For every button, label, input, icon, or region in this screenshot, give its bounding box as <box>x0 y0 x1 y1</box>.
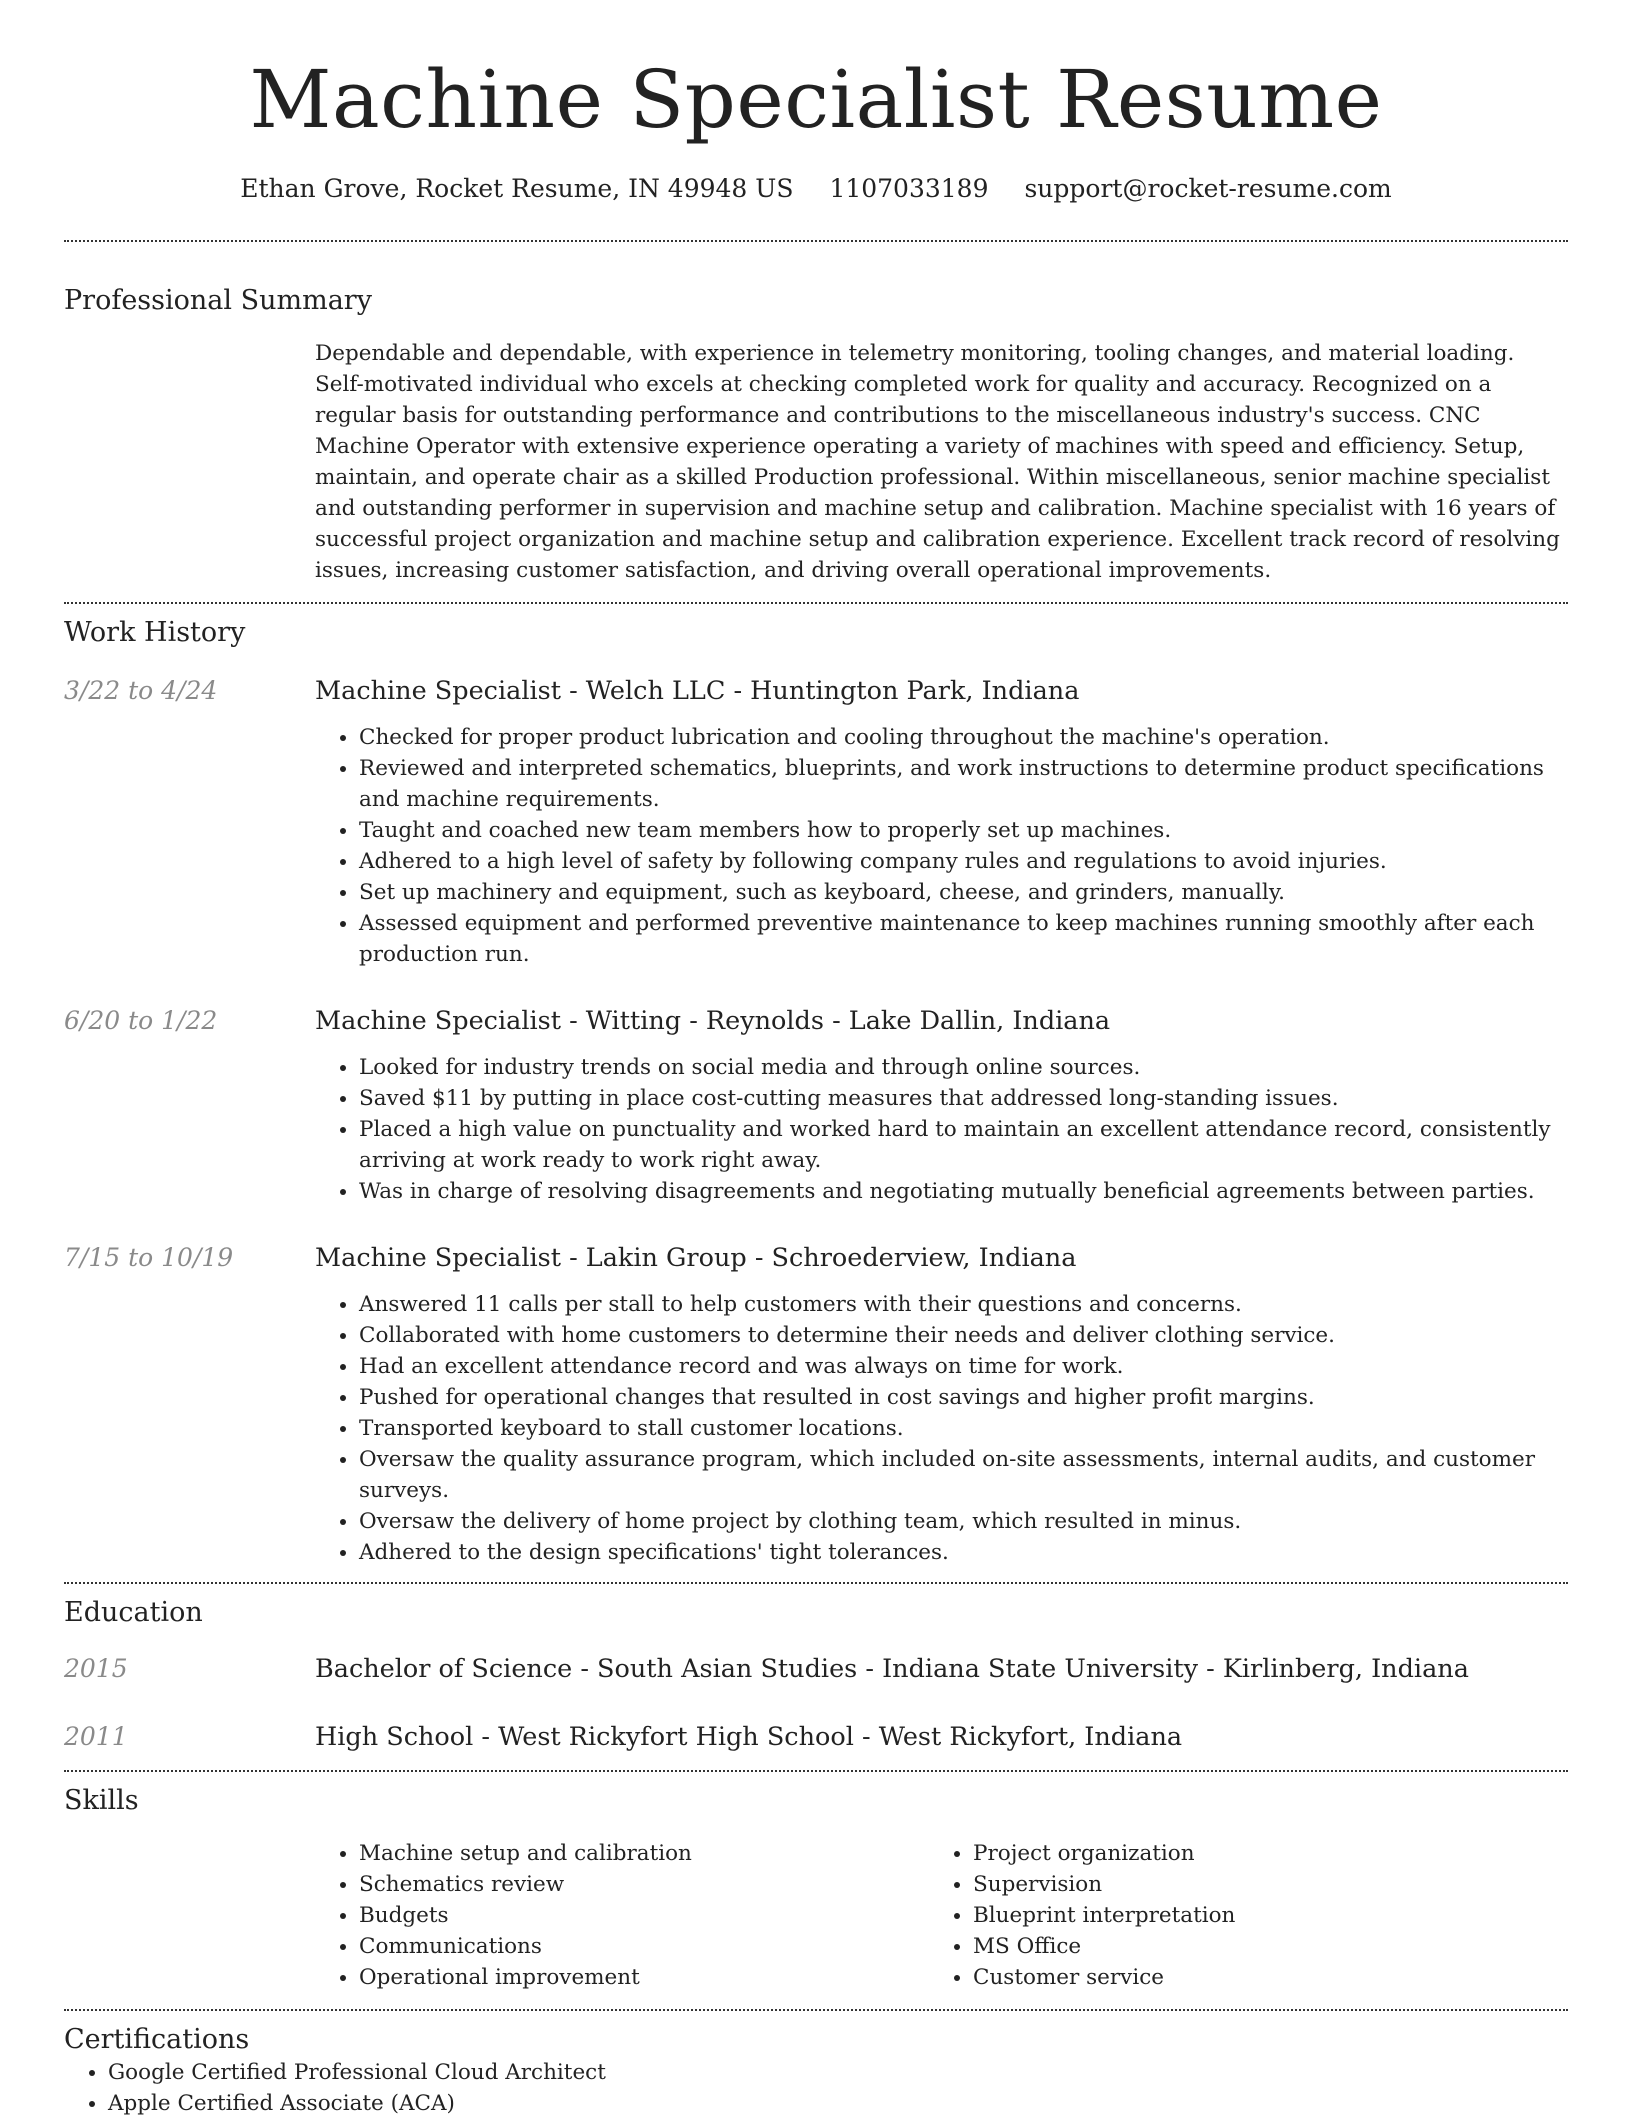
skills-columns <box>315 1838 1568 1993</box>
job-dates: 3/22 to 4/24 <box>64 676 218 705</box>
education-entry <box>64 1652 1568 1686</box>
job-dates: 7/15 to 10/19 <box>64 1243 234 1272</box>
job-bullets <box>315 1289 1568 1568</box>
summary-text: Dependable and dependable, with experience in telemetry monitoring, tooling changes, and material loading. Self-motivated individual who excels at checking completed work for quality and accuracy. Recognized on a regular basis for outstanding performance and contributions to the miscellaneous industry's success. CNC Machine Operator with extensive experience operating a variety of machines with speed and efficiency. Setup, maintain, and operate chair as a skilled Production professional. Within miscellaneous, senior machine specialist and outstanding performer in supervision and machine setup and calibration. Machine specialist with 16 years of successful project organization and machine setup and calibration experience. Excellent track record of resolving issues, increasing customer satisfaction, and driving overall operational improvements. <box>315 341 1560 583</box>
list-item: • Adhered to the design specifications' tight tolerances. <box>359 1537 1568 1568</box>
contact-line <box>64 172 1568 206</box>
list-item: • Communications <box>359 1931 929 1962</box>
list-item: • Blueprint interpretation <box>973 1900 1543 1931</box>
list-item: • Oversaw the quality assurance program, which included on-site assessments, internal audits, and customer surveys. <box>359 1444 1568 1506</box>
section-heading-skills: Skills <box>64 1785 139 1816</box>
job-entry <box>64 1004 1568 1207</box>
list-item: • Saved $11 by putting in place cost-cutting measures that addressed long-standing issues. <box>359 1083 1568 1114</box>
certifications-list <box>64 2057 1568 2119</box>
list-item: • Looked for industry trends on social media and through online sources. <box>359 1052 1568 1083</box>
certifications-section <box>64 2023 1568 2119</box>
list-item: • Operational improvement <box>359 1962 929 1993</box>
contact-phone: 1107033189 <box>829 174 989 203</box>
list-item: • Google Certified Professional Cloud Architect <box>108 2057 1568 2088</box>
list-item: • Answered 11 calls per stall to help customers with their questions and concerns. <box>359 1289 1568 1320</box>
professional-summary-section <box>64 284 1568 586</box>
list-item: • Reviewed and interpreted schematics, blueprints, and work instructions to determine product specifications and machine requirements. <box>359 753 1568 815</box>
education-title: High School - West Rickyfort High School - West Rickyfort, Indiana <box>315 1722 1183 1752</box>
list-item: • MS Office <box>973 1931 1543 1962</box>
work-history-section <box>64 616 1568 1582</box>
section-divider <box>64 1770 1568 1772</box>
list-item: • Was in charge of resolving disagreements and negotiating mutually beneficial agreements between parties. <box>359 1176 1568 1207</box>
section-divider <box>64 2009 1568 2011</box>
contact-email: support@rocket-resume.com <box>1024 174 1392 203</box>
education-year: 2015 <box>64 1654 128 1683</box>
job-title: Machine Specialist - Welch LLC - Huntington Park, Indiana <box>315 676 1080 706</box>
job-entry <box>64 1241 1568 1582</box>
section-divider <box>64 602 1568 604</box>
list-item: • Machine setup and calibration <box>359 1838 929 1869</box>
list-item: • Had an excellent attendance record and was always on time for work. <box>359 1351 1568 1382</box>
list-item: • Customer service <box>973 1962 1543 1993</box>
list-item: • Apple Certified Associate (ACA) <box>108 2088 1568 2119</box>
skills-list-right <box>929 1838 1543 1993</box>
list-item: • Taught and coached new team members how to properly set up machines. <box>359 815 1568 846</box>
list-item: • Checked for proper product lubrication and cooling throughout the machine's operation. <box>359 722 1568 753</box>
list-item: • Placed a high value on punctuality and worked hard to maintain an excellent attendance record, consistently arriving at work ready to work right away. <box>359 1114 1568 1176</box>
list-item: • Supervision <box>973 1869 1543 1900</box>
contact-address: Ethan Grove, Rocket Resume, IN 49948 US <box>240 174 794 203</box>
job-title: Machine Specialist - Witting - Reynolds - Lake Dallin, Indiana <box>315 1006 1111 1036</box>
education-title: Bachelor of Science - South Asian Studies - Indiana State University - Kirlinberg, Indiana <box>315 1654 1469 1684</box>
job-dates: 6/20 to 1/22 <box>64 1006 218 1035</box>
skills-section <box>64 1784 1568 1993</box>
list-item: • Adhered to a high level of safety by following company rules and regulations to avoid injuries. <box>359 846 1568 877</box>
section-heading-certifications: Certifications <box>64 2024 250 2055</box>
list-item: • Set up machinery and equipment, such as keyboard, cheese, and grinders, manually. <box>359 877 1568 908</box>
section-heading-education: Education <box>64 1597 203 1628</box>
education-section <box>64 1596 1568 1754</box>
education-year: 2011 <box>64 1722 128 1751</box>
list-item: • Assessed equipment and performed preventive maintenance to keep machines running smoothly after each production run. <box>359 908 1568 970</box>
job-title: Machine Specialist - Lakin Group - Schroederview, Indiana <box>315 1243 1077 1273</box>
job-entry <box>64 674 1568 970</box>
section-divider <box>64 1582 1568 1584</box>
list-item: • Transported keyboard to stall customer locations. <box>359 1413 1568 1444</box>
list-item: • Schematics review <box>359 1869 929 1900</box>
list-item: • Pushed for operational changes that resulted in cost savings and higher profit margins. <box>359 1382 1568 1413</box>
job-bullets <box>315 1052 1568 1207</box>
list-item: • Budgets <box>359 1900 929 1931</box>
section-heading-summary: Professional Summary <box>64 285 372 316</box>
section-heading-work: Work History <box>64 617 246 648</box>
skills-list-left <box>315 1838 929 1993</box>
job-bullets <box>315 722 1568 970</box>
list-item: • Project organization <box>973 1838 1543 1869</box>
education-entry <box>64 1720 1568 1754</box>
section-divider <box>64 240 1568 242</box>
list-item: • Collaborated with home customers to determine their needs and deliver clothing service. <box>359 1320 1568 1351</box>
resume-title: Machine Specialist Resume <box>249 53 1383 146</box>
list-item: • Oversaw the delivery of home project by clothing team, which resulted in minus. <box>359 1506 1568 1537</box>
